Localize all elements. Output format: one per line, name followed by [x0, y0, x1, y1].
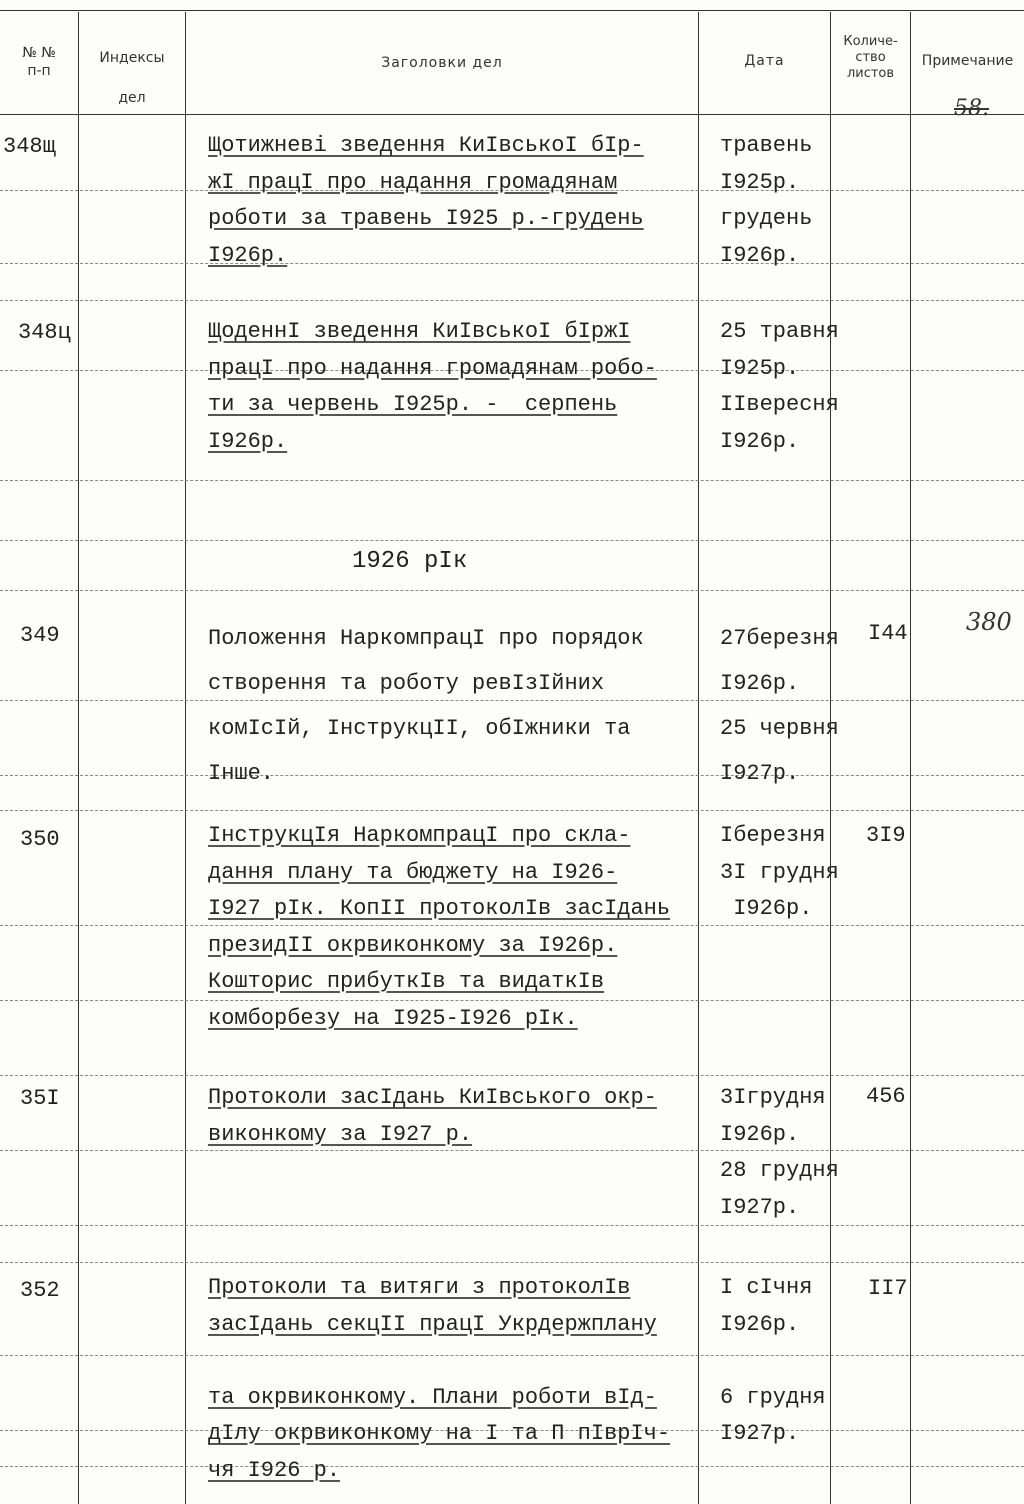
- column-divider: [910, 12, 911, 1504]
- item-title: IнструкцIя НаркомпрацI про скла- дання плану та бюджету на I926- I927 рIк. КопII протоколIв засIдань президII окрвиконкому за I926р. Кошторис прибуткIв та видаткIв комборбезу на I925-I926 рIк.: [208, 823, 671, 1031]
- item-sheets: II7: [868, 1276, 908, 1301]
- item-date: 27березня I926р. 25 червня I927р.: [720, 626, 839, 786]
- header-index: Индексы дел: [99, 50, 165, 106]
- header-title: Заголовки дел: [381, 55, 503, 71]
- section-year-heading: 1926 рIк: [352, 548, 468, 575]
- item-title: Положення НаркомпрацI про порядок створення та роботу ревIзIйних комIсIй, IнструкцII, обIжники та Iнше.: [208, 626, 644, 786]
- item-date: 25 травня I925р. IIвересня I926р.: [720, 319, 839, 454]
- item-sheets: 456: [866, 1084, 906, 1109]
- item-title: Протоколи засIдань КиIвського окр- виконкому за I927 р.: [208, 1085, 657, 1147]
- item-number: 348ц: [18, 320, 71, 345]
- ruling-line: [0, 1225, 1024, 1226]
- item-number: 349: [20, 623, 60, 648]
- column-divider: [698, 12, 699, 1504]
- ruling-line: [0, 1075, 1024, 1076]
- item-date: I сIчня I926р. 6 грудня I927р.: [720, 1275, 826, 1446]
- ruling-line: [0, 300, 1024, 301]
- page-number: 58.: [954, 96, 989, 121]
- item-number: 348щ: [3, 134, 56, 159]
- column-divider: [78, 12, 79, 1504]
- item-number: 35I: [20, 1086, 60, 1111]
- header-date: Дата: [744, 53, 785, 69]
- top-border: [0, 10, 1024, 11]
- item-title: Щотижневі зведення КиIвськоI бIр- жI працI про надання громадянам роботи за травень I925 р.-грудень I926р.: [208, 133, 644, 268]
- item-sheets: I44: [868, 621, 908, 646]
- ruling-line: [0, 1262, 1024, 1263]
- item-title: ЩоденнI зведення КиIвськоI бIржI працI про надання громадянам робо- ти за червень I925р. - серпень I926р.: [208, 319, 657, 454]
- item-note: 380: [966, 608, 1012, 636]
- ruling-line: [0, 540, 1024, 541]
- column-divider: [185, 12, 186, 1504]
- item-date: травень I925р. грудень I926р.: [720, 133, 813, 268]
- item-date: 3Iгрудня I926р. 28 грудня I927р.: [720, 1085, 839, 1220]
- item-number: 350: [20, 827, 60, 852]
- item-title: Протоколи та витяги з протоколIв засIдань секцII працI Укрдержплану та окрвиконкому. Плани роботи вIд- дIлу окрвиконкому на I та П пIврIч- чя I926 р.: [208, 1275, 671, 1483]
- header-sheets: Количе- ство листов: [843, 34, 898, 81]
- item-number: 352: [20, 1278, 60, 1303]
- item-date: Iберезня 3I грудня I926р.: [720, 823, 839, 921]
- header-note: Примечание: [921, 53, 1014, 69]
- header-number: № № п-п: [22, 45, 56, 79]
- ruling-line: [0, 480, 1024, 481]
- ruling-line: [0, 810, 1024, 811]
- item-sheets: 3I9: [866, 823, 906, 848]
- ruling-line: [0, 590, 1024, 591]
